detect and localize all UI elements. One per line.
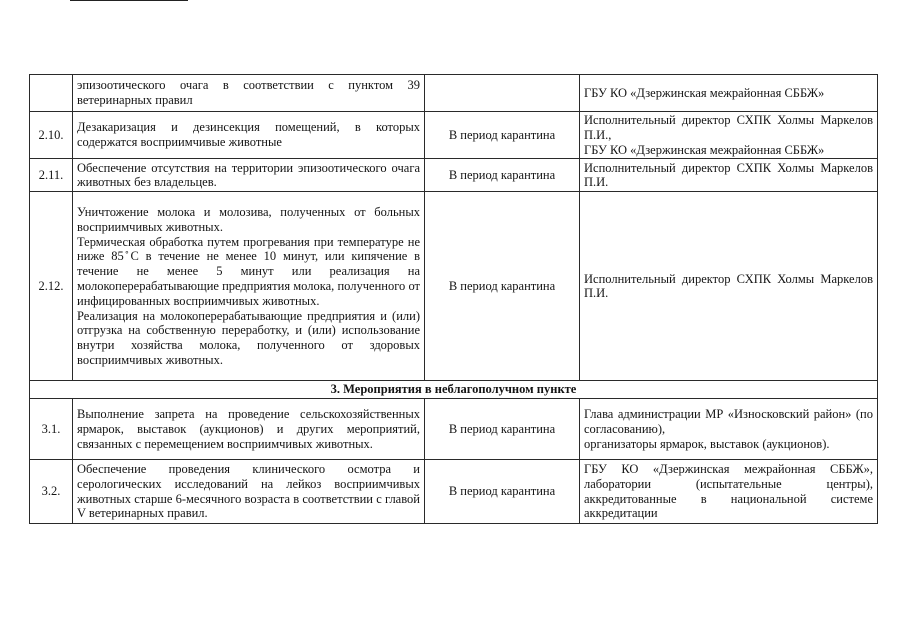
row-description [73, 460, 425, 524]
responsible-line: Исполнительный директор СХПК Холмы Маркелов П.И., [584, 113, 873, 142]
table-row [30, 112, 878, 159]
responsible-line: Исполнительный директор СХПК Холмы Маркелов П.И. [584, 160, 873, 190]
row-description [73, 112, 425, 159]
row-period: В период карантина [425, 192, 580, 381]
responsible-line: ГБУ КО «Дзержинская межрайонная СББЖ» [584, 142, 825, 157]
row-number: 2.11. [30, 159, 73, 192]
row-number: 3.1. [30, 399, 73, 460]
description-paragraph: эпизоотического очага в соответствии с пунктом 39 ветеринарных правил [77, 78, 420, 107]
responsible-line: Глава администрации МР «Износковский район» (по согласованию), [584, 406, 873, 436]
table-row [30, 75, 878, 112]
description-paragraph: Обеспечение проведения клинического осмотра и серологических исследований на лейкоз восприимчивых животных старше 6-месячного возраста в соответствии с главой V ветеринарных правил. [77, 462, 420, 521]
table-row [30, 159, 878, 192]
row-number: 2.12. [30, 192, 73, 381]
row-number: 2.10. [30, 112, 73, 159]
row-period: В период карантина [425, 460, 580, 524]
row-description [73, 399, 425, 460]
row-responsible [580, 159, 878, 192]
row-responsible [580, 75, 878, 112]
row-description [73, 192, 425, 381]
row-number: 3.2. [30, 460, 73, 524]
section-title: 3. Мероприятия в неблагополучном пункте [30, 381, 878, 399]
responsible-line: ГБУ КО «Дзержинская межрайонная СББЖ» [584, 85, 825, 100]
description-paragraph: Дезакаризация и дезинсекция помещений, в которых содержатся восприимчивые животные [77, 120, 420, 150]
row-period: В период карантина [425, 112, 580, 159]
responsible-line: Исполнительный директор СХПК Холмы Маркелов П.И. [584, 271, 873, 301]
table-row [30, 399, 878, 460]
row-description [73, 159, 425, 192]
row-period: В период карантина [425, 399, 580, 460]
row-period: В период карантина [425, 159, 580, 192]
responsible-line: организаторы ярмарок, выставок (аукционов). [584, 436, 830, 451]
top-rule [70, 0, 188, 1]
table-row [30, 460, 878, 524]
description-paragraph: Обеспечение отсутствия на территории эпизоотического очага животных без владельцев. [77, 160, 420, 190]
row-responsible [580, 112, 878, 159]
row-description [73, 75, 425, 112]
row-responsible [580, 192, 878, 381]
measures-table [29, 74, 878, 524]
description-paragraph: Реализация на молокоперерабатывающие предприятия и (или) отгрузка на собственную переработку, и (или) использование внутри хозяйства молока, полученного от здоровых восприимчивых животных. [77, 308, 420, 367]
table-row [30, 192, 878, 381]
responsible-line: ГБУ КО «Дзержинская межрайонная СББЖ», лаборатории (испытательные центры), аккредитованные в национальной системе аккредитации [584, 462, 873, 521]
row-period [425, 75, 580, 112]
description-paragraph: Термическая обработка путем прогревания при температуре не ниже 85 ̊С в течение не менее 10 минут, или кипячение в течение не менее 5 минут или реализация на молокоперерабатывающие предприятия молока, полученного от инфицированных восприимчивых животных. [77, 234, 420, 308]
row-number [30, 75, 73, 112]
description-paragraph: Выполнение запрета на проведение сельскохозяйственных ярмарок, выставок (аукционов) и других мероприятий, связанных с перемещением восприимчивых животных. [77, 406, 420, 451]
section-header-row [30, 381, 878, 399]
row-responsible [580, 399, 878, 460]
row-responsible [580, 460, 878, 524]
description-paragraph: Уничтожение молока и молозива, полученных от больных восприимчивых животных. [77, 205, 420, 234]
